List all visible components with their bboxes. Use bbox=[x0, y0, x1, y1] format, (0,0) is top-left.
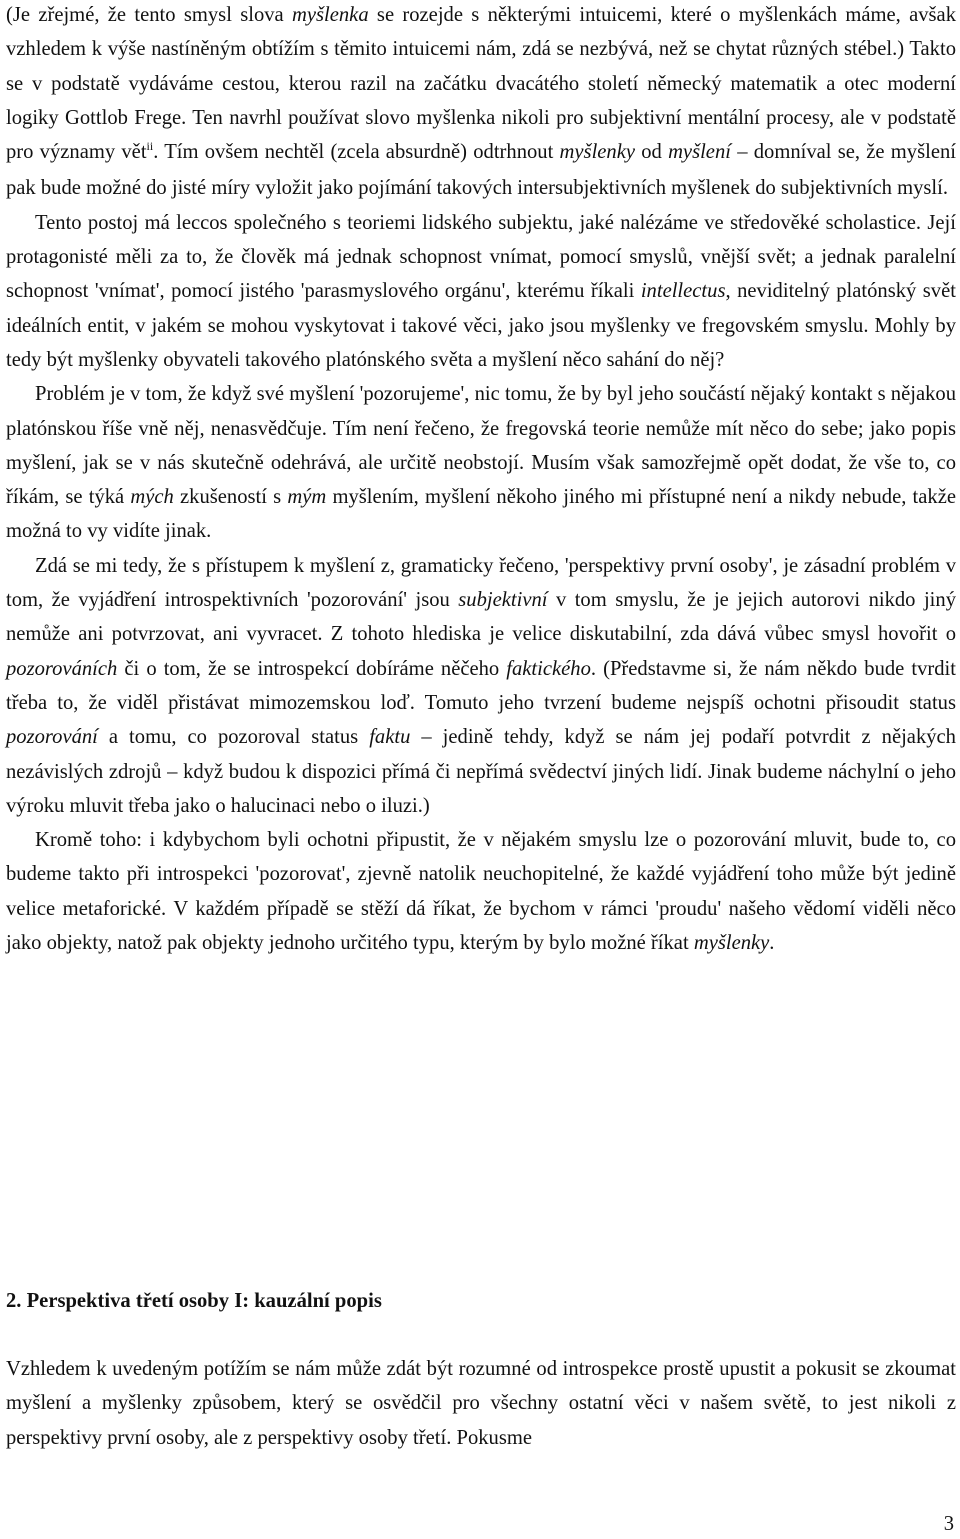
italic-term: mých bbox=[130, 486, 174, 509]
paragraph-5 bbox=[6, 823, 956, 960]
paragraph-1 bbox=[6, 0, 956, 206]
section-heading-container bbox=[6, 1284, 382, 1318]
paragraph-4 bbox=[6, 549, 956, 823]
document-page bbox=[6, 0, 956, 1449]
section-heading: 2. Perspektiva třetí osoby I: kauzální popis bbox=[6, 1290, 382, 1312]
paragraph-2 bbox=[6, 206, 956, 377]
italic-term: faktického bbox=[506, 657, 591, 680]
text-run: Kromě toho: i kdybychom byli ochotni připustit, že v nějakém smyslu lze o pozorování mluvit, bude to, co budeme takto při introspekci 'pozorovat', zjevně natolik neuchopitelné, že každé vyjádření toho může být jedině velice metaforické. V každém případě se stěží dá říkat, že bychom v rámci 'proudu' našeho vědomí viděli něco jako objekty, natož pak objekty jednoho určitého typu, kterým by bylo možné říkat bbox=[6, 829, 956, 955]
text-run: a tomu, co pozoroval status bbox=[97, 726, 370, 749]
italic-term: subjektivní bbox=[458, 589, 548, 612]
text-run: . bbox=[769, 932, 775, 955]
text-run: v tom smyslu, že je jejich autorovi nikdo jiný nemůže ani potvrzovat, ani vyvracet. Z tohoto hlediska je velice diskutabilní, zda dává vůbec smysl hovořit o bbox=[6, 589, 956, 646]
text-run: od bbox=[635, 141, 669, 164]
text-run: myšlením, myšlení někoho jiného mi přístupné není a nikdy nebude, takže možná to vy vidíte jinak. bbox=[6, 486, 956, 543]
page-number: 3 bbox=[943, 1513, 954, 1535]
paragraph-6-container bbox=[6, 1352, 956, 1455]
text-run: , neviditelný platónský svět ideálních entit, v jakém se mohou vyskytovat i takové věci, jako jsou myšlenky ve fregovském smyslu. Mohly by tedy být myšlenky obyvateli takového platónského světa a myšlení něco sahání do něj? bbox=[6, 280, 956, 371]
text-run: – domníval se, že myšlení pak bude možné do jisté míry vyložit jako pojímání takových intersubjektivních myšlenek do subjektivních myslí. bbox=[6, 141, 956, 200]
paragraph-3 bbox=[6, 377, 956, 548]
text-run: či o tom, že se introspekcí dobíráme něčeho bbox=[117, 657, 507, 680]
text-run: se rozejde s některými intuicemi, které o myšlenkách máme, avšak vzhledem k výše nastíněným obtížím s těmito intuicemi nám, zdá se nezbývá, než se chytat různých stébel.) Takto se v podstatě vydáváme cestou, kterou razil na začátku dvacátého století německý matematik a otec moderní logiky Gottlob Frege. Ten navrhl používat slovo myšlenka nikoli pro subjektivní mentální procesy, ale v podstatě pro významy vět bbox=[6, 4, 956, 164]
text-run: . (Představme si, že nám někdo bude tvrdit třeba to, že viděl přistávat mimozemskou loď. Tomuto jeho tvrzení budeme nejspíš ochotni přisoudit status bbox=[6, 657, 956, 714]
footnote-marker[interactable]: ii bbox=[146, 139, 154, 154]
italic-term: mým bbox=[287, 486, 327, 509]
text-run: (Je zřejmé, že tento smysl slova bbox=[6, 4, 292, 26]
italic-term: pozorování bbox=[6, 726, 98, 749]
italic-term: myšlenky bbox=[559, 141, 636, 164]
italic-term: myšlenky bbox=[693, 932, 770, 955]
italic-term: pozorováních bbox=[6, 657, 118, 680]
italic-term: myšlení bbox=[668, 141, 731, 164]
text-run: . Tím ovšem nechtěl (zcela absurdně) odtrhnout bbox=[153, 141, 560, 164]
italic-term: intellectus bbox=[640, 280, 726, 303]
text-run: Zdá se mi tedy, že s přístupem k myšlení z, gramaticky řečeno, 'perspektivy první osoby', je zásadní problém v tom, že vyjádření introspektivních 'pozorování' jsou bbox=[6, 554, 956, 612]
text-run: Tento postoj má leccos společného s teoriemi lidského subjektu, jaké nalézáme ve středověké scholastice. Její protagonisté měli za to, že člověk má jednak schopnost vnímat, pomocí smyslů, vnější svět; a jednak paralelní schopnost 'vnímat', pomocí jistého 'parasmyslového orgánu', kterému říkali bbox=[6, 211, 956, 303]
text-run: – jedině tehdy, když se nám jej podaří potvrdit z nějakých nezávislých zdrojů – když budou k dispozici přímá či nepřímá svědectví jiných lidí. Jinak budeme náchylní o jeho výroku mluvit třeba jako o halucinaci nebo o iluzi.) bbox=[6, 726, 956, 817]
text-run: zkušeností s bbox=[173, 486, 288, 509]
paragraph-6: Vzhledem k uvedeným potížím se nám může zdát být rozumné od introspekce prostě upustit a pokusit se zkoumat myšlení a myšlenky způsobem, který se osvědčil pro všechny ostatní věci v našem světě, to jest nikoli z perspektivy první osoby, ale z perspektivy osoby třetí. Pokusme bbox=[6, 1358, 956, 1449]
text-run: Problém je v tom, že když své myšlení 'pozorujeme', nic tomu, že by byl jeho součástí nějaký kontakt s nějakou platónskou říše vně něj, nenasvědčuje. Tím není řečeno, že fregovská teorie nemůže mít něco do sebe; jako popis myšlení, jak se v nás skutečně odehrává, ale určitě neobstojí. Musím však samozřejmě opět dodat, že vše to, co říkám, se týká bbox=[6, 383, 956, 509]
italic-term: myšlenka bbox=[292, 4, 369, 26]
italic-term: faktu bbox=[369, 726, 411, 749]
